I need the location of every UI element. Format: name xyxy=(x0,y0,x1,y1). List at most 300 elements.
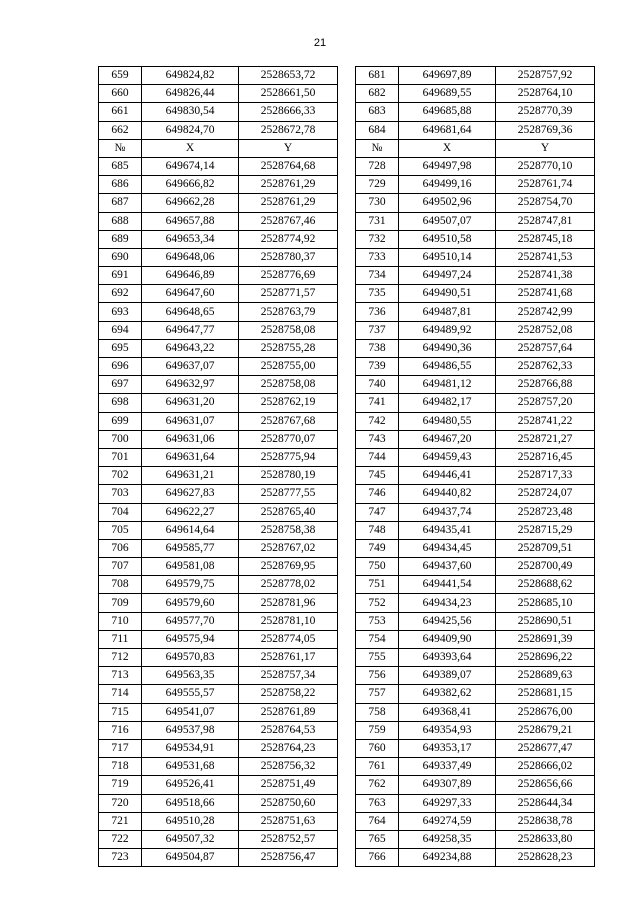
table-row xyxy=(99,849,595,867)
left-y-coordinate-cell: 2528774,92 xyxy=(239,230,338,248)
left-y-coordinate-cell: 2528751,63 xyxy=(239,812,338,830)
column-separator xyxy=(338,703,356,721)
right-point-number-cell: 759 xyxy=(356,721,399,739)
column-separator xyxy=(338,412,356,430)
left-x-coordinate-cell: 649631,21 xyxy=(142,467,239,485)
table-row xyxy=(99,358,595,376)
right-x-coordinate-cell: 649510,58 xyxy=(399,230,496,248)
right-point-number-cell: 737 xyxy=(356,321,399,339)
left-y-coordinate-cell: 2528778,02 xyxy=(239,576,338,594)
right-y-coordinate-cell: 2528741,22 xyxy=(496,412,595,430)
left-point-number-cell: 698 xyxy=(99,394,142,412)
right-y-coordinate-cell: 2528644,34 xyxy=(496,794,595,812)
right-x-coordinate-cell: 649681,64 xyxy=(399,121,496,139)
left-x-coordinate-cell: 649579,60 xyxy=(142,594,239,612)
left-y-coordinate-cell: 2528767,46 xyxy=(239,212,338,230)
right-y-coordinate-cell: 2528716,45 xyxy=(496,448,595,466)
left-y-coordinate-cell: 2528767,02 xyxy=(239,539,338,557)
right-y-coordinate-cell: 2528724,07 xyxy=(496,485,595,503)
left-point-number-cell: 720 xyxy=(99,794,142,812)
right-point-number-cell: 764 xyxy=(356,812,399,830)
right-x-coordinate-cell: 649507,07 xyxy=(399,212,496,230)
table-row xyxy=(99,412,595,430)
right-point-number-cell: 766 xyxy=(356,849,399,867)
table-row xyxy=(99,539,595,557)
left-y-coordinate-cell: 2528755,28 xyxy=(239,339,338,357)
left-x-coordinate-cell: 649627,83 xyxy=(142,485,239,503)
right-point-number-cell: 760 xyxy=(356,739,399,757)
left-x-coordinate-cell: 649631,07 xyxy=(142,412,239,430)
right-y-coordinate-cell: 2528766,88 xyxy=(496,376,595,394)
column-separator xyxy=(338,485,356,503)
left-y-coordinate-cell: 2528750,60 xyxy=(239,794,338,812)
right-x-coordinate-cell: 649490,51 xyxy=(399,285,496,303)
right-y-coordinate-cell: 2528754,70 xyxy=(496,194,595,212)
table-row xyxy=(99,521,595,539)
right-x-coordinate-cell: 649499,16 xyxy=(399,176,496,194)
left-point-number-cell: 701 xyxy=(99,448,142,466)
left-y-coordinate-cell: 2528761,17 xyxy=(239,649,338,667)
left-y-coordinate-cell: 2528776,69 xyxy=(239,267,338,285)
right-x-coordinate-cell: 649297,33 xyxy=(399,794,496,812)
table-row xyxy=(99,485,595,503)
right-point-number-cell: 749 xyxy=(356,539,399,557)
table-row xyxy=(99,176,595,194)
right-y-coordinate-cell: 2528741,38 xyxy=(496,267,595,285)
left-point-number-cell: 705 xyxy=(99,521,142,539)
table-row xyxy=(99,630,595,648)
table-row xyxy=(99,448,595,466)
column-separator xyxy=(338,685,356,703)
right-x-coordinate-cell: 649258,35 xyxy=(399,830,496,848)
column-separator xyxy=(338,630,356,648)
table-row xyxy=(99,321,595,339)
column-separator xyxy=(338,812,356,830)
right-x-coordinate-cell: 649354,93 xyxy=(399,721,496,739)
left-point-number-cell: 699 xyxy=(99,412,142,430)
left-y-coordinate-cell: 2528761,29 xyxy=(239,194,338,212)
right-y-coordinate-cell: 2528666,02 xyxy=(496,758,595,776)
left-x-coordinate-cell: 649575,94 xyxy=(142,630,239,648)
right-x-coordinate-cell: 649486,55 xyxy=(399,358,496,376)
left-point-number-cell: 719 xyxy=(99,776,142,794)
left-x-coordinate-cell: 649563,35 xyxy=(142,667,239,685)
right-x-coordinate-cell: 649393,64 xyxy=(399,649,496,667)
left-y-coordinate-cell: 2528758,22 xyxy=(239,685,338,703)
left-x-coordinate-cell: 649631,06 xyxy=(142,430,239,448)
right-y-coordinate-cell: 2528757,64 xyxy=(496,339,595,357)
table-row xyxy=(99,103,595,121)
column-separator xyxy=(338,503,356,521)
left-point-number-cell: 722 xyxy=(99,830,142,848)
right-y-coordinate-cell: 2528681,15 xyxy=(496,685,595,703)
column-separator xyxy=(338,267,356,285)
column-separator xyxy=(338,830,356,848)
left-y-coordinate-cell: 2528765,40 xyxy=(239,503,338,521)
left-x-coordinate-cell: 649531,68 xyxy=(142,758,239,776)
right-y-coordinate-cell: 2528721,27 xyxy=(496,430,595,448)
left-point-number-cell: 695 xyxy=(99,339,142,357)
right-x-coordinate-cell: 649697,89 xyxy=(399,67,496,85)
right-y-coordinate-cell: 2528709,51 xyxy=(496,539,595,557)
left-x-coordinate-cell: 649648,65 xyxy=(142,303,239,321)
column-separator xyxy=(338,103,356,121)
right-x-coordinate-cell: 649441,54 xyxy=(399,576,496,594)
left-x-coordinate-cell: 649826,44 xyxy=(142,85,239,103)
left-point-number-cell: 686 xyxy=(99,176,142,194)
left-x-coordinate-cell: 649632,97 xyxy=(142,376,239,394)
column-separator xyxy=(338,212,356,230)
left-point-number-cell: 716 xyxy=(99,721,142,739)
left-y-coordinate-cell: 2528758,08 xyxy=(239,376,338,394)
left-x-coordinate-cell: 649653,34 xyxy=(142,230,239,248)
column-separator xyxy=(338,776,356,794)
left-y-coordinate-cell: 2528775,94 xyxy=(239,448,338,466)
right-x-coordinate-cell: X xyxy=(399,139,496,157)
left-y-coordinate-cell: 2528756,32 xyxy=(239,758,338,776)
coordinates-table xyxy=(98,66,595,867)
left-y-coordinate-cell: 2528756,47 xyxy=(239,849,338,867)
right-y-coordinate-cell: 2528700,49 xyxy=(496,558,595,576)
right-x-coordinate-cell: 649481,12 xyxy=(399,376,496,394)
left-x-coordinate-cell: 649579,75 xyxy=(142,576,239,594)
column-separator xyxy=(338,849,356,867)
right-point-number-cell: 761 xyxy=(356,758,399,776)
right-x-coordinate-cell: 649435,41 xyxy=(399,521,496,539)
right-x-coordinate-cell: 649489,92 xyxy=(399,321,496,339)
column-separator xyxy=(338,558,356,576)
left-y-coordinate-cell: 2528781,10 xyxy=(239,612,338,630)
column-separator xyxy=(338,539,356,557)
right-point-number-cell: 755 xyxy=(356,649,399,667)
left-point-number-cell: 717 xyxy=(99,739,142,757)
table-row xyxy=(99,67,595,85)
right-point-number-cell: 754 xyxy=(356,630,399,648)
left-y-coordinate-cell: 2528672,78 xyxy=(239,121,338,139)
left-y-coordinate-cell: 2528777,55 xyxy=(239,485,338,503)
left-x-coordinate-cell: 649824,70 xyxy=(142,121,239,139)
left-y-coordinate-cell: 2528758,38 xyxy=(239,521,338,539)
left-x-coordinate-cell: 649510,28 xyxy=(142,812,239,830)
table-row xyxy=(99,685,595,703)
right-point-number-cell: 745 xyxy=(356,467,399,485)
left-x-coordinate-cell: 649647,60 xyxy=(142,285,239,303)
table-row xyxy=(99,503,595,521)
column-separator xyxy=(338,321,356,339)
left-point-number-cell: 659 xyxy=(99,67,142,85)
left-point-number-cell: 714 xyxy=(99,685,142,703)
right-point-number-cell: 753 xyxy=(356,612,399,630)
left-point-number-cell: 703 xyxy=(99,485,142,503)
left-point-number-cell: 715 xyxy=(99,703,142,721)
right-y-coordinate-cell: 2528747,81 xyxy=(496,212,595,230)
column-separator xyxy=(338,521,356,539)
right-point-number-cell: 751 xyxy=(356,576,399,594)
right-y-coordinate-cell: 2528688,62 xyxy=(496,576,595,594)
left-x-coordinate-cell: 649643,22 xyxy=(142,339,239,357)
table-row xyxy=(99,212,595,230)
right-x-coordinate-cell: 649440,82 xyxy=(399,485,496,503)
left-point-number-cell: 711 xyxy=(99,630,142,648)
table-row xyxy=(99,194,595,212)
right-point-number-cell: 683 xyxy=(356,103,399,121)
table-row xyxy=(99,576,595,594)
right-y-coordinate-cell: Y xyxy=(496,139,595,157)
right-point-number-cell: 748 xyxy=(356,521,399,539)
left-point-number-cell: 693 xyxy=(99,303,142,321)
right-y-coordinate-cell: 2528757,20 xyxy=(496,394,595,412)
left-point-number-cell: 660 xyxy=(99,85,142,103)
column-separator xyxy=(338,667,356,685)
right-point-number-cell: 730 xyxy=(356,194,399,212)
left-y-coordinate-cell: 2528769,95 xyxy=(239,558,338,576)
right-y-coordinate-cell: 2528689,63 xyxy=(496,667,595,685)
right-y-coordinate-cell: 2528685,10 xyxy=(496,594,595,612)
table-row xyxy=(99,267,595,285)
table-row xyxy=(99,467,595,485)
right-x-coordinate-cell: 649480,55 xyxy=(399,412,496,430)
left-x-coordinate-cell: 649541,07 xyxy=(142,703,239,721)
left-y-coordinate-cell: 2528761,29 xyxy=(239,176,338,194)
right-point-number-cell: 684 xyxy=(356,121,399,139)
left-y-coordinate-cell: 2528767,68 xyxy=(239,412,338,430)
table-row xyxy=(99,121,595,139)
right-y-coordinate-cell: 2528770,39 xyxy=(496,103,595,121)
right-point-number-cell: 744 xyxy=(356,448,399,466)
column-separator xyxy=(338,67,356,85)
left-y-coordinate-cell: Y xyxy=(239,139,338,157)
right-y-coordinate-cell: 2528761,74 xyxy=(496,176,595,194)
left-point-number-cell: 706 xyxy=(99,539,142,557)
right-point-number-cell: 682 xyxy=(356,85,399,103)
left-point-number-cell: 697 xyxy=(99,376,142,394)
left-x-coordinate-cell: 649614,64 xyxy=(142,521,239,539)
table-row xyxy=(99,830,595,848)
left-x-coordinate-cell: 649647,77 xyxy=(142,321,239,339)
table-row xyxy=(99,558,595,576)
right-x-coordinate-cell: 649685,88 xyxy=(399,103,496,121)
column-separator xyxy=(338,303,356,321)
right-point-number-cell: 728 xyxy=(356,157,399,175)
left-point-number-cell: 708 xyxy=(99,576,142,594)
column-separator xyxy=(338,758,356,776)
column-separator xyxy=(338,721,356,739)
left-point-number-cell: 687 xyxy=(99,194,142,212)
right-y-coordinate-cell: 2528764,10 xyxy=(496,85,595,103)
table-row xyxy=(99,285,595,303)
left-y-coordinate-cell: 2528755,00 xyxy=(239,358,338,376)
right-x-coordinate-cell: 649434,23 xyxy=(399,594,496,612)
right-x-coordinate-cell: 649307,89 xyxy=(399,776,496,794)
right-point-number-cell: 750 xyxy=(356,558,399,576)
left-y-coordinate-cell: 2528751,49 xyxy=(239,776,338,794)
column-separator xyxy=(338,139,356,157)
right-y-coordinate-cell: 2528679,21 xyxy=(496,721,595,739)
right-x-coordinate-cell: 649274,59 xyxy=(399,812,496,830)
column-separator xyxy=(338,176,356,194)
right-y-coordinate-cell: 2528741,53 xyxy=(496,248,595,266)
right-y-coordinate-cell: 2528770,10 xyxy=(496,157,595,175)
right-x-coordinate-cell: 649382,62 xyxy=(399,685,496,703)
left-x-coordinate-cell: 649666,82 xyxy=(142,176,239,194)
right-x-coordinate-cell: 649446,41 xyxy=(399,467,496,485)
left-point-number-cell: 662 xyxy=(99,121,142,139)
table-row xyxy=(99,649,595,667)
right-point-number-cell: 752 xyxy=(356,594,399,612)
table-row xyxy=(99,157,595,175)
column-separator xyxy=(338,285,356,303)
right-x-coordinate-cell: 649437,74 xyxy=(399,503,496,521)
left-x-coordinate-cell: 649646,89 xyxy=(142,267,239,285)
left-x-coordinate-cell: 649581,08 xyxy=(142,558,239,576)
left-y-coordinate-cell: 2528764,68 xyxy=(239,157,338,175)
right-point-number-cell: 756 xyxy=(356,667,399,685)
right-y-coordinate-cell: 2528715,29 xyxy=(496,521,595,539)
right-y-coordinate-cell: 2528676,00 xyxy=(496,703,595,721)
column-separator xyxy=(338,649,356,667)
right-y-coordinate-cell: 2528757,92 xyxy=(496,67,595,85)
left-point-number-cell: 696 xyxy=(99,358,142,376)
left-y-coordinate-cell: 2528774,05 xyxy=(239,630,338,648)
table-row xyxy=(99,430,595,448)
column-separator xyxy=(338,358,356,376)
table-row xyxy=(99,594,595,612)
right-x-coordinate-cell: 649353,17 xyxy=(399,739,496,757)
right-point-number-cell: 747 xyxy=(356,503,399,521)
right-x-coordinate-cell: 649434,45 xyxy=(399,539,496,557)
table-row xyxy=(99,303,595,321)
right-point-number-cell: 739 xyxy=(356,358,399,376)
column-separator xyxy=(338,448,356,466)
left-y-coordinate-cell: 2528661,50 xyxy=(239,85,338,103)
left-x-coordinate-cell: 649555,57 xyxy=(142,685,239,703)
table-row xyxy=(99,376,595,394)
left-x-coordinate-cell: 649674,14 xyxy=(142,157,239,175)
right-x-coordinate-cell: 649234,88 xyxy=(399,849,496,867)
table-row xyxy=(99,339,595,357)
right-y-coordinate-cell: 2528628,23 xyxy=(496,849,595,867)
right-x-coordinate-cell: 649502,96 xyxy=(399,194,496,212)
table-row xyxy=(99,230,595,248)
right-point-number-cell: 742 xyxy=(356,412,399,430)
right-point-number-cell: 740 xyxy=(356,376,399,394)
right-x-coordinate-cell: 649490,36 xyxy=(399,339,496,357)
right-y-coordinate-cell: 2528769,36 xyxy=(496,121,595,139)
right-point-number-cell: 757 xyxy=(356,685,399,703)
left-point-number-cell: 700 xyxy=(99,430,142,448)
left-y-coordinate-cell: 2528757,34 xyxy=(239,667,338,685)
right-x-coordinate-cell: 649487,81 xyxy=(399,303,496,321)
left-point-number-cell: 723 xyxy=(99,849,142,867)
column-separator xyxy=(338,376,356,394)
right-y-coordinate-cell: 2528717,33 xyxy=(496,467,595,485)
right-y-coordinate-cell: 2528742,99 xyxy=(496,303,595,321)
left-y-coordinate-cell: 2528781,96 xyxy=(239,594,338,612)
right-y-coordinate-cell: 2528691,39 xyxy=(496,630,595,648)
column-separator xyxy=(338,339,356,357)
left-point-number-cell: 707 xyxy=(99,558,142,576)
right-x-coordinate-cell: 649409,90 xyxy=(399,630,496,648)
left-x-coordinate-cell: 649537,98 xyxy=(142,721,239,739)
right-point-number-cell: 758 xyxy=(356,703,399,721)
left-x-coordinate-cell: 649622,27 xyxy=(142,503,239,521)
left-point-number-cell: 702 xyxy=(99,467,142,485)
column-separator xyxy=(338,121,356,139)
right-point-number-cell: 762 xyxy=(356,776,399,794)
left-x-coordinate-cell: 649585,77 xyxy=(142,539,239,557)
left-point-number-cell: 685 xyxy=(99,157,142,175)
left-point-number-cell: 710 xyxy=(99,612,142,630)
table-row xyxy=(99,812,595,830)
left-point-number-cell: 721 xyxy=(99,812,142,830)
column-separator xyxy=(338,594,356,612)
right-x-coordinate-cell: 649497,98 xyxy=(399,157,496,175)
left-y-coordinate-cell: 2528780,37 xyxy=(239,248,338,266)
left-x-coordinate-cell: 649570,83 xyxy=(142,649,239,667)
column-separator xyxy=(338,739,356,757)
table-row xyxy=(99,394,595,412)
right-y-coordinate-cell: 2528762,33 xyxy=(496,358,595,376)
left-x-coordinate-cell: 649507,32 xyxy=(142,830,239,848)
right-point-number-cell: 763 xyxy=(356,794,399,812)
right-point-number-cell: 738 xyxy=(356,339,399,357)
left-x-coordinate-cell: X xyxy=(142,139,239,157)
left-point-number-cell: 691 xyxy=(99,267,142,285)
right-y-coordinate-cell: 2528633,80 xyxy=(496,830,595,848)
right-point-number-cell: 736 xyxy=(356,303,399,321)
left-y-coordinate-cell: 2528764,23 xyxy=(239,739,338,757)
left-point-number-cell: 713 xyxy=(99,667,142,685)
left-x-coordinate-cell: 649534,91 xyxy=(142,739,239,757)
left-y-coordinate-cell: 2528763,79 xyxy=(239,303,338,321)
left-y-coordinate-cell: 2528666,33 xyxy=(239,103,338,121)
column-separator xyxy=(338,430,356,448)
left-y-coordinate-cell: 2528764,53 xyxy=(239,721,338,739)
left-point-number-cell: 661 xyxy=(99,103,142,121)
left-point-number-cell: № xyxy=(99,139,142,157)
right-point-number-cell: 733 xyxy=(356,248,399,266)
column-separator xyxy=(338,794,356,812)
left-x-coordinate-cell: 649631,64 xyxy=(142,448,239,466)
left-x-coordinate-cell: 649648,06 xyxy=(142,248,239,266)
right-y-coordinate-cell: 2528656,66 xyxy=(496,776,595,794)
left-x-coordinate-cell: 649504,87 xyxy=(142,849,239,867)
left-point-number-cell: 718 xyxy=(99,758,142,776)
table-row xyxy=(99,248,595,266)
right-x-coordinate-cell: 649510,14 xyxy=(399,248,496,266)
page-number: 21 xyxy=(313,37,327,49)
right-point-number-cell: 681 xyxy=(356,67,399,85)
left-point-number-cell: 692 xyxy=(99,285,142,303)
column-separator xyxy=(338,576,356,594)
left-point-number-cell: 690 xyxy=(99,248,142,266)
right-point-number-cell: 746 xyxy=(356,485,399,503)
table-row xyxy=(99,794,595,812)
left-y-coordinate-cell: 2528770,07 xyxy=(239,430,338,448)
left-point-number-cell: 689 xyxy=(99,230,142,248)
table-row xyxy=(99,85,595,103)
table-row xyxy=(99,703,595,721)
right-y-coordinate-cell: 2528752,08 xyxy=(496,321,595,339)
table-row xyxy=(99,758,595,776)
right-y-coordinate-cell: 2528677,47 xyxy=(496,739,595,757)
right-y-coordinate-cell: 2528696,22 xyxy=(496,649,595,667)
right-point-number-cell: 734 xyxy=(356,267,399,285)
table-row xyxy=(99,721,595,739)
right-x-coordinate-cell: 649467,20 xyxy=(399,430,496,448)
right-point-number-cell: 735 xyxy=(356,285,399,303)
column-separator xyxy=(338,612,356,630)
